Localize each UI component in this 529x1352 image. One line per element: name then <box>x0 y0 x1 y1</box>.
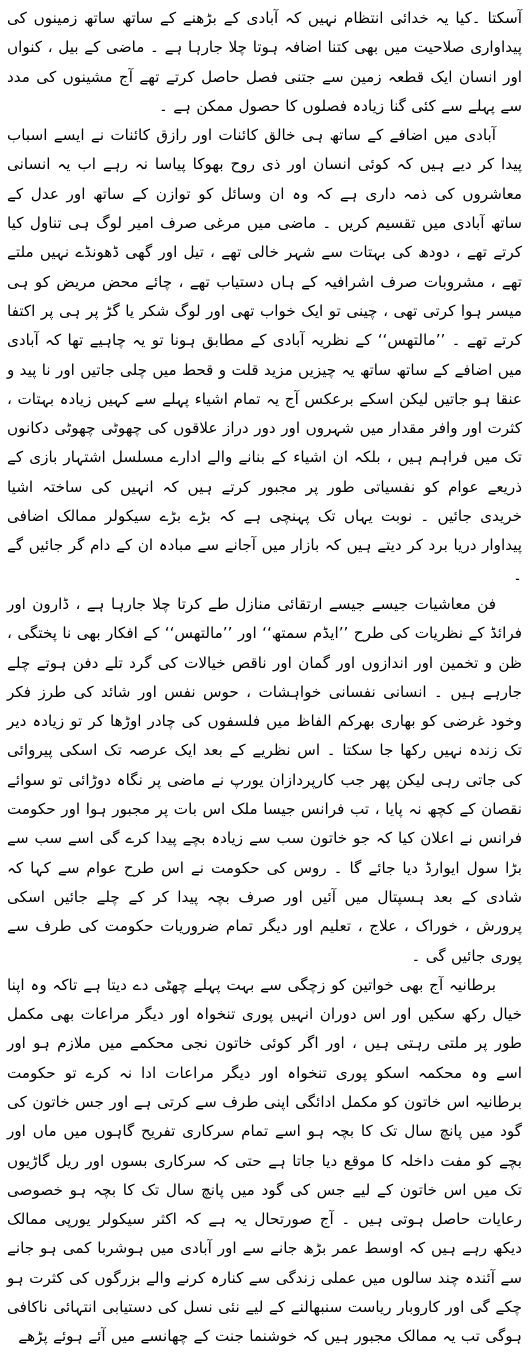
paragraph-3: فن معاشیات جیسے جیسے ارتقائی منازل طے کرتا چلا جارہا ہے ، ڈارون اور فرائڈ کے نظریات کی طرح ’’ایڈم سمتھ‘‘ اور ’’مالتھس‘‘ کے افکار بھی نا پختگی ، ظن و تخمین اور اندازوں اور گمان اور ناقص خیالات کی گرد تلے دفن ہوتے چلے جارہے ہیں ۔ انسانی نفسانی خواہشات ، حوس نفس اور شائد کی طرز فکر وخود غرضی کو بھاری بھرکم الفاظ میں فلسفوں کی چادر اوڑھا کر تو زیادہ دیر تک زندہ نہیں رکھا جا سکتا ۔ اس نظریے کے بعد ایک عرصہ تک اسکی پیروائی کی جاتی رہی لیکن پھر جب کارپردازان یورپ نے ماضی پر نگاہ دوڑائی تو سوائے نقصان کے کچھ نہ پایا ، تب فرانس جیسا ملک اس بات پر مجبور ہوا اور حکومت فرانس نے اعلان کیا کہ جو خاتون سب سے زیادہ بچے پیدا کرے گی اسے سب سے بڑا سول ایوارڈ دیا جائے گا ۔ روس کی حکومت نے اس طرح عوام سے کہا کہ شادی کے بعد ہسپتال میں آئیں اور صرف بچہ پیدا کر کے چلے جائیں اسکی پرورش ، خوراک ، علاج ، تعلیم اور دیگر تمام ضروریات حکومت کی طرف سے پوری جائیں گی ۔ <box>7 594 522 965</box>
paragraph-4: برطانیہ آج بھی خواتین کو زچگی سے بہت پہلے چھٹی دے دیتا ہے تاکہ وہ اپنا خیال رکھ سکیں اور اس دوران انہیں پوری تنخواہ اور دیگر مراعات بھی مکمل طور پر ملتی رہتی ہیں ، اور اگر کوئی خاتون نجی محکمے میں ملازم ہو اور اسے وہ محکمہ اسکو پوری تنخواہ اور دیگر مراعات ادا نہ کرے تو حکومت برطانیہ اس خاتون کو مکمل ادائگی اپنی طرف سے کرتی ہے اور جس خاتون کی گود میں پانچ سال تک کا بچہ ہو اسے تمام سرکاری تفریح گاہوں میں ماں اور بچے کو مفت داخلہ کا موقع دیا جاتا ہے حتی کہ سرکاری بسوں اور ریل گاڑیوں تک میں اس خاتون کے لیے جس کی گود میں پانچ سال تک کا بچہ ہو خصوصی رعایات حاصل ہوتی ہیں ۔ آج صورتحال یہ ہے کہ اکثر سیکولر یورپی ممالک دیکھ رہے ہیں کہ اوسط عمر بڑھ جانے سے اور آبادی میں ہوشربا کمی ہو جانے سے آئندہ چند سالوں میں عملی زندگی سے کنارہ کرنے والے بزرگوں کی کثرت ہو چکے گی اور کاروبار ریاست سنبھالنے کے لیے نئی نسل کی دستیابی انتہائی ناکافی ہوگی تب یہ ممالک مجبور ہیں کہ خوشنما جنت کے چھانسے میں آئے ہوئے پڑھے <box>7 975 522 1346</box>
paragraph-2: آبادی میں اضافے کے ساتھ ہی خالق کائنات اور رازق کائنات نے ایسے اسباب پیدا کر دیے ہیں کہ کوئی انسان اور ذی روح بھوکا پیاسا نہ رہے اب یہ انسانی معاشروں کی ذمہ داری ہے کہ وہ ان وسائل کو توازن کے ساتھ اور عدل کے ساتھ آبادی میں تقسیم کریں ۔ ماضی میں مرغی صرف امیر لوگ ہی تناول کیا کرتے تھے ، دودھ کی بہتات سے شہر خالی تھے ، تیل اور گھی ڈھونڈے نہیں ملتے تھے ، مشروبات صرف اشرافیہ کے ہاں دستیاب تھے ، چائے محض مریض کو ہی میسر ہوا کرتی تھی ، چینی تو ایک خواب تھی اور لوگ شکر یا گڑ پر ہی پر اکتفا کرتے تھے ۔ ’’مالتھس‘‘ کے نظریہ آبادی کے مطابق ہونا تو یہ چاہیے تھا کہ آبادی میں اضافے کے ساتھ ساتھ یہ چیزیں مزید قلت و قحط میں چلی جاتیں اور نا پید و عنقا ہو جاتیں لیکن اسکے برعکس آج یہ تمام اشیاء پہلے سے کہیں زیادہ بہتات ، کثرت اور وافر مقدار میں شہروں اور دور دراز علاقوں کی چھوٹی چھوٹی دکانوں تک میں فراہم ہیں ، بلکہ ان اشیاء کے بنانے والے ادارے مسلسل اشتہار بازی کے ذریعے عوام کو نفسیاتی طور پر مجبور کرتے ہیں کہ انہیں کی ساختہ اشیا خریدی جائیں ۔ نوبت یہاں تک پہنچی ہے کہ بڑے بڑے سیکولر ممالک اضافی پیداوار دریا برد کر دیتے ہیں کہ بازار میں آجانے سے مبادہ ان کے دام گر جائیں گے ۔ <box>7 126 522 584</box>
paragraph-1: آسکتا ۔کیا یہ خدائی انتظام نہیں کہ آبادی کے بڑھنے کے ساتھ ساتھ زمینوں کی پیداواری صلاحیت میں بھی کتنا اضافہ ہوتا چلا جارہا ہے ۔ ماضی کے بیل ، کنواں اور انسان ایک قطعہ زمین سے جتنی فصل حاصل کرتے تھے آج مشینوں کی مدد سے پہلے سے کئی گنا زیادہ فصلوں کا حصول ممکن ہے ۔ <box>7 9 522 115</box>
